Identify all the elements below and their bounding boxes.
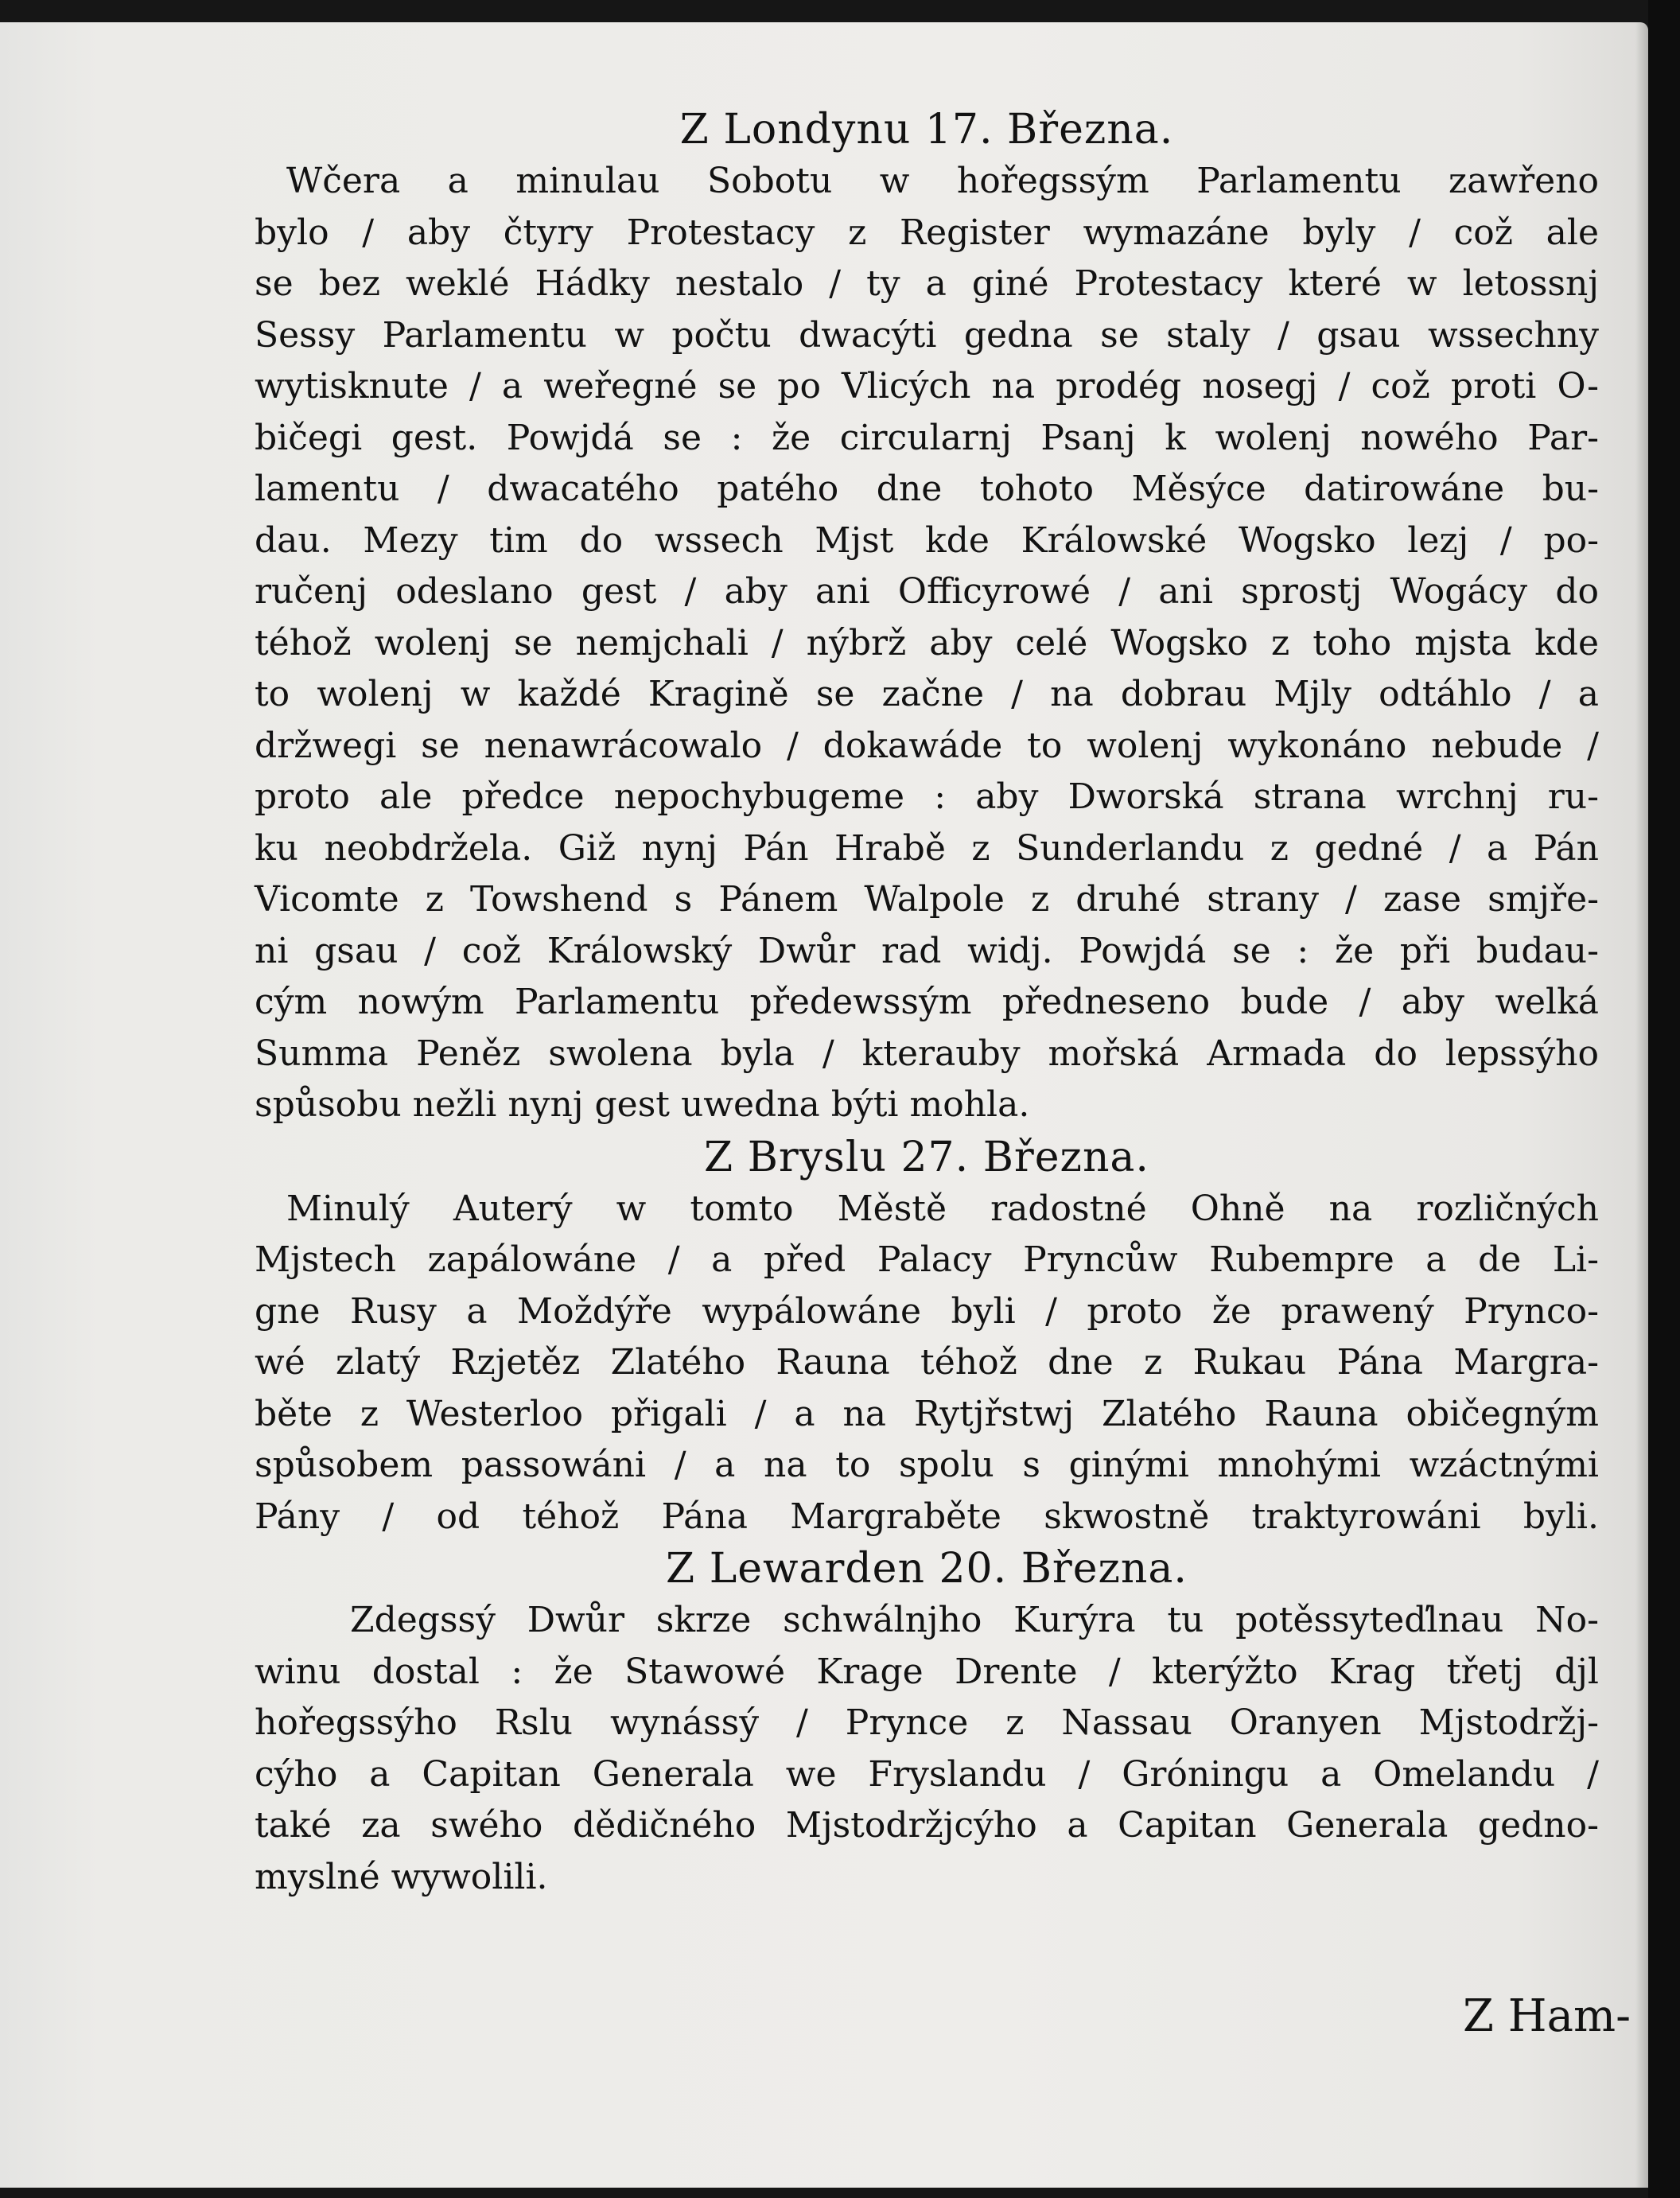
text-line: ni gsau / což Králowský Dwůr rad widj. Powjdá se : že při budau- [255,930,1599,971]
text-line: bičegi gest. Powjdá se : že circularnj Psanj k wolenj nowého Par- [255,417,1599,458]
section-london [255,103,1599,1131]
text-line: cýho a Capitan Generala we Fryslandu / Gróningu a Omelandu / [255,1753,1599,1795]
text-line: gne Rusy a Moždýře wypálowáne byli / proto že prawený Prynco- [255,1290,1599,1332]
text-line: Sessy Parlamentu w počtu dwacýti gedna se staly / gsau wssechny [255,314,1599,356]
text-line: téhož wolenj se nemjchali / nýbrž aby celé Wogsko z toho mjsta kde [255,622,1599,663]
text-line: se bez weklé Hádky nestalo / ty a giné Protestacy které w letossnj [255,263,1599,304]
text-line: myslné wywolili. [255,1856,548,1897]
text-line: spůsobu nežli nynj gest uwedna býti mohla. [255,1084,1030,1125]
text-line: wytisknute / a weřegné se po Vlicých na prodég nosegj / což proti O- [255,366,1599,407]
text-line: ku neobdržela. Giž nynj Pán Hrabě z Sunderlandu z gedné / a Pán [255,827,1599,869]
section-heading: Z Bryslu 27. Března. [704,1133,1149,1181]
text-line: cým nowým Parlamentu předewssým předneseno bude / aby welká [255,982,1599,1022]
text-line: Vicomte z Towshend s Pánem Walpole z druhé strany / zase smjře- [255,879,1599,920]
text-line: dau. Mezy tim do wssech Mjst kde Králowské Wogsko lezj / po- [255,519,1599,561]
text-line: hořegssýho Rslu wynássý / Prynce z Nassau Oranyen Mjstodržj- [255,1702,1599,1743]
text-line: winu dostal : že Stawowé Krage Drente / kterýžto Krag třetj djl [255,1651,1599,1692]
section-heading: Z Londynu 17. Března. [679,106,1174,154]
section-heading: Z Lewarden 20. Března. [666,1545,1188,1593]
section-brussels [255,1131,1599,1543]
text-line: běte z Westerloo přigali / a na Rytjřstwj Zlatého Rauna običegným [255,1393,1599,1434]
catchword: Z Ham- [1463,1990,1631,2042]
text-line: Pány / od téhož Pána Margraběte skwostně traktyrowáni byli. [255,1496,1599,1537]
text-line: držwegi se nenawrácowalo / dokawáde to wolenj wykonáno nebude / [255,725,1599,766]
text-line: to wolenj w každé Kragině se začne / na dobrau Mjly odtáhlo / a [255,674,1599,714]
text-line: Minulý Auterý w tomto Městě radostné Ohně na rozličných [286,1188,1599,1229]
text-line: Zdegssý Dwůr skrze schwálnjho Kurýra tu potěssyteďlnau No- [350,1600,1599,1640]
text-line: lamentu / dwacatého patého dne tohoto Měsýce datirowáne bu- [255,469,1599,509]
text-line: proto ale předce nepochybugeme : aby Dworská strana wrchnj ru- [255,776,1599,817]
text-line: wé zlatý Rzjetěz Zlatého Rauna téhož dne z Rukau Pána Margra- [255,1342,1599,1383]
page-edge-shadow [1648,0,1680,2198]
text-line: ručenj odeslano gest / aby ani Officyrowé / ani sprostj Wogácy do [255,571,1599,612]
section-leeuwarden [255,1542,1599,1903]
text-line: spůsobem passowáni / a na to spolu s ginými mnohými wzáctnými [255,1445,1599,1485]
text-line: Wčera a minulau Sobotu w hořegssým Parlamentu zawřeno [286,161,1599,201]
text-line: také za swého dědičného Mjstodržjcýho a Capitan Generala gedno- [255,1805,1599,1846]
body-text [255,103,1599,1903]
text-line: Summa Peněz swolena byla / kterauby mořská Armada do lepssýho [255,1033,1599,1074]
text-line: Mjstech zapálowáne / a před Palacy Pryncůw Rubempre a de Li- [255,1239,1599,1280]
text-line: bylo / aby čtyry Protestacy z Register wymazáne byly / což ale [255,212,1599,253]
